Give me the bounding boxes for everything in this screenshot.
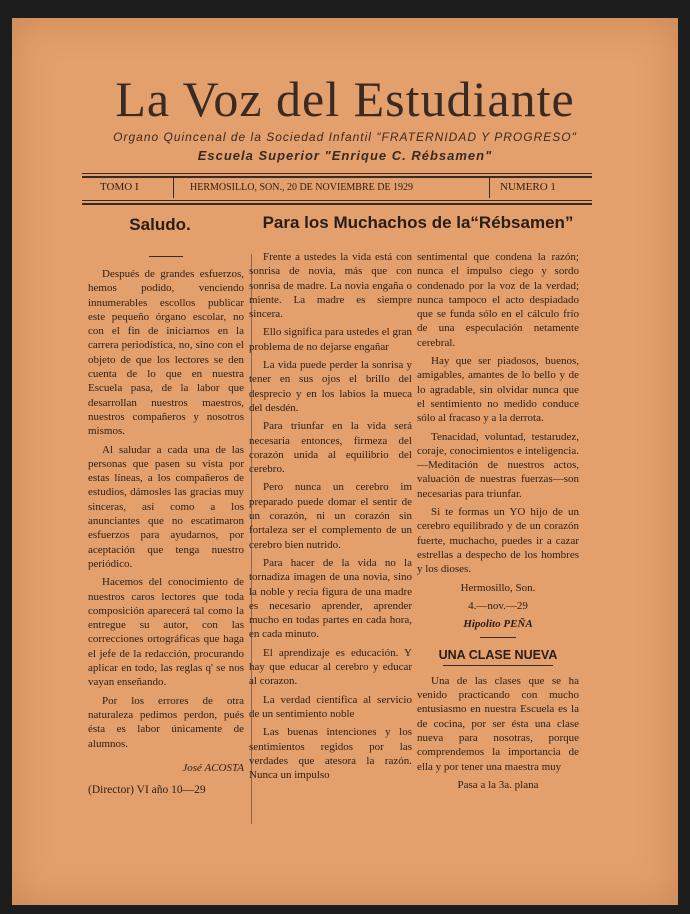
muchachos-paragraph: Frente a ustedes la vida está con sonrisa de novia, más que con sonrisa de madre. La novia engaña o miente. La madre es siempre sincera. [249, 251, 412, 321]
muchachos-paragraph: Tenacidad, voluntad, testarudez, coraje, conocimientos e inteligencia.—Meditación de nuestros actos, valuación de nuestras fuerzas—son necesarias para triunfar. [417, 430, 579, 500]
saludo-paragraph: Después de grandes esfuerzos, hemos podido, venciendo innumerables escollos publicar este pequeño órgano escolar, no con el fin de iniciarnos en la carrera periodística, no, sino con el objeto de que los lectores se den cuenta de lo que en nuestra Escuela pasa, de la labor que desarrollan nuestros maestros, nuestros compañeros y nosotros mismos. [88, 268, 244, 438]
saludo-heading: Saludo. [129, 215, 191, 234]
director-line: (Director) VI año 10—29 [88, 784, 206, 797]
divider [149, 256, 183, 257]
saludo-signature: José ACOSTA [182, 761, 244, 774]
muchachos-paragraph: La vida puede perder la sonrisa y tener en sus ojos el brillo del desprecio y en los labios la mueca del desdén. [249, 359, 412, 414]
divider [173, 178, 174, 198]
clase-continued: Pasa a la 3a. plana [457, 778, 539, 791]
masthead-subtitle: Organo Quincenal de la Sociedad Infantil "FRATERNIDAD Y PROGRESO" [113, 130, 577, 144]
bottom-rule-thick [82, 203, 592, 205]
clase-heading: UNA CLASE NUEVA [438, 648, 558, 663]
muchachos-paragraph: sentimental que condena la razón; nunca el impulso ciego y sordo condenado por la voz de la verdad; nunca tampoco el acto despiadado que se funda sólo en el cálculo frío de una especulación netamente cerebral. [417, 251, 579, 349]
masthead-title: La Voz del Estudiante [115, 71, 575, 127]
muchachos-paragraph: Ello significa para ustedes el gran problema de no dejarse engañar [249, 326, 412, 353]
saludo-paragraph: Por los errores de otra naturaleza pedimos perdon, pués ésta es labor únicamente de alumnos. [88, 694, 244, 750]
divider [480, 637, 516, 638]
muchachos-paragraph: Hay que ser piadosos, buenos, amigables, amantes de lo bello y de lo agradable, sin olvidar nunca que el sentimiento no medido conduce sólo al fracaso y a la derrota. [417, 355, 579, 425]
muchachos-paragraph: Para hacer de la vida no la tornadiza imagen de una novia, sino la noble y recia figura de una madre es necesario aprender, aprender mucho en todas partes en cada hora, en cada minuto. [249, 556, 412, 641]
muchachos-column-a [249, 250, 412, 786]
place-date: HERMOSILLO, SON., 20 DE NOVIEMBRE DE 1929 [190, 182, 414, 193]
muchachos-heading: Para los Muchachos de la“Rébsamen” [262, 213, 574, 232]
divider [443, 665, 553, 666]
muchachos-paragraph: Las buenas intenciones y los sentimientos regidos por las verdades que atesora la razón. Nunca un impulso [249, 726, 412, 782]
saludo-paragraph: Al saludar a cada una de las personas que pasen su vista por estas líneas, a los compañeros de estudios, dámosles las gracias muy sinceras, así como a los anunciantes que no escatimaron esfuerzos para ayudarnos, por aceptación que tenga nuestro periódico. [88, 443, 244, 570]
clase-paragraph: Una de las clases que se ha venido practicando con mucho entusiasmo en nuestra Escuela es la de cocina, por ser ésta una clase nueva para nosotras, porque comprendemos la importancia de ella y por tener una maestra muy [417, 674, 579, 773]
muchachos-paragraph: Para triunfar en la vida será necesaria entonces, firmeza del corazón unida al equilibrio del cerebro. [249, 420, 412, 476]
volume-label: TOMO I [100, 181, 139, 193]
muchachos-signature: Hipolito PEÑA [463, 618, 533, 631]
saludo-paragraph: Hacemos del conocimiento de nuestros caros lectores que toda composición aparecerá tal como la entregue su autor, con las correcciones ortográficas que haga el jefe de la redacción, procurando aplicar en todo, las reglas q' se nos vayan enseñando. [88, 576, 244, 689]
muchachos-paragraph: La verdad científica al servicio de un sentimiento noble [249, 693, 412, 720]
muchachos-date: 4.—nov.—29 [468, 599, 528, 612]
saludo-article [88, 256, 244, 801]
muchachos-paragraph: El aprendizaje es educación. Y hay que educar al cerebro y educar al corazon. [249, 646, 412, 688]
issue-number: NUMERO 1 [500, 181, 556, 193]
newspaper-page [12, 18, 678, 905]
masthead-school: Escuela Superior "Enrique C. Rébsamen" [197, 148, 493, 163]
divider [489, 178, 490, 198]
bottom-rule [82, 200, 592, 201]
muchachos-column-b [417, 250, 579, 796]
muchachos-paragraph: Si te formas un YO hijo de un cerebro equilibrado y de un corazón fuerte, muchacho, puedes ir a cazar estrellas a despecho de los hombres y los dioses. [417, 506, 579, 576]
issue-info-bar [82, 178, 592, 198]
muchachos-place: Hermosillo, Son. [460, 581, 536, 594]
muchachos-paragraph: Pero nunca un cerebro im preparado puede domar el sentir de un corazón, ni un corazón sin fortaleza ser el complemento de un cerebro bien nutrido. [249, 481, 412, 551]
top-rule [82, 173, 592, 174]
